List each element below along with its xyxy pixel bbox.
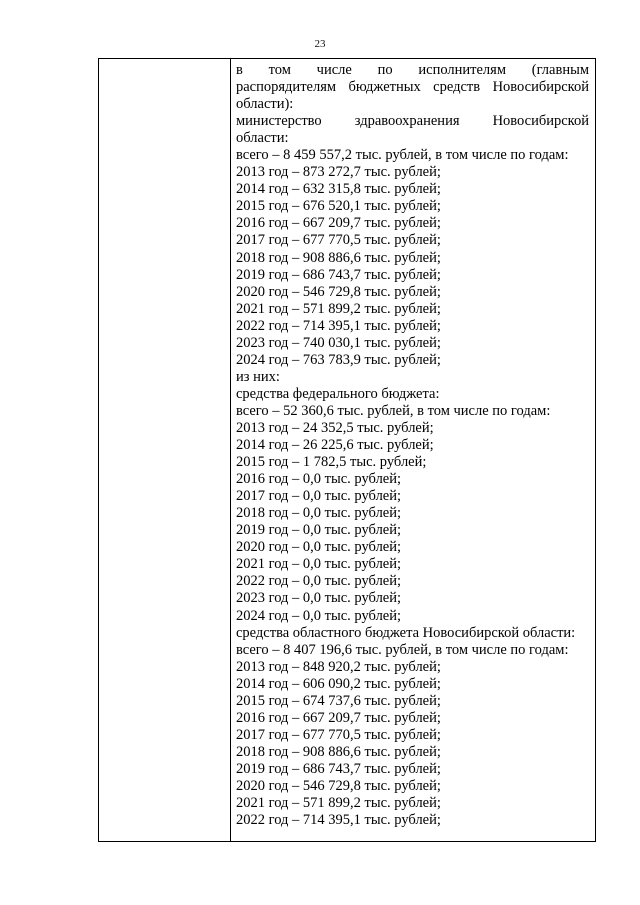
text-line: 2018 год – 908 886,6 тыс. рублей; [236, 743, 441, 760]
text-line: 2016 год – 0,0 тыс. рублей; [236, 471, 402, 488]
text-line: 2023 год – 740 030,1 тыс. рублей; [236, 334, 441, 351]
text-line: 2022 год – 0,0 тыс. рублей; [236, 573, 402, 590]
text-line: 2020 год – 546 729,8 тыс. рублей; [236, 283, 441, 300]
text-line: в том числе по исполнителям (главным [236, 62, 589, 78]
text-line: 2017 год – 677 770,5 тыс. рублей; [236, 726, 441, 743]
text-line: области): [236, 96, 294, 113]
text-line: 2015 год – 1 782,5 тыс. рублей; [236, 454, 427, 471]
text-line: области: [236, 130, 289, 147]
text-line: из них: [236, 368, 280, 385]
text-line: 2018 год – 0,0 тыс. рублей; [236, 505, 402, 522]
document-table [98, 58, 596, 842]
text-line: 2022 год – 714 395,1 тыс. рублей; [236, 317, 441, 334]
text-line: средства федерального бюджета: [236, 385, 440, 402]
text-line: 2020 год – 546 729,8 тыс. рублей; [236, 777, 441, 794]
text-line: 2014 год – 26 225,6 тыс. рублей; [236, 437, 434, 454]
text-line: 2024 год – 0,0 тыс. рублей; [236, 607, 402, 624]
text-line: 2015 год – 674 737,6 тыс. рублей; [236, 692, 441, 709]
text-line: средства областного бюджета Новосибирской области: [236, 624, 576, 641]
text-line: 2016 год – 667 209,7 тыс. рублей; [236, 709, 441, 726]
text-line: 2019 год – 686 743,7 тыс. рублей; [236, 266, 441, 283]
text-line: 2014 год – 606 090,2 тыс. рублей; [236, 675, 441, 692]
text-line: министерство здравоохранения Новосибирской [236, 113, 589, 130]
text-line: 2021 год – 0,0 тыс. рублей; [236, 556, 402, 573]
text-line: 2018 год – 908 886,6 тыс. рублей; [236, 249, 441, 266]
table-right-cell [231, 59, 595, 841]
text-line: 2022 год – 714 395,1 тыс. рублей; [236, 812, 441, 829]
text-line: 2017 год – 677 770,5 тыс. рублей; [236, 232, 441, 249]
text-line: 2019 год – 0,0 тыс. рублей; [236, 522, 402, 539]
table-left-cell [99, 59, 231, 841]
text-line: 2016 год – 667 209,7 тыс. рублей; [236, 215, 441, 232]
text-line: 2013 год – 873 272,7 тыс. рублей; [236, 164, 441, 181]
page-number: 23 [314, 38, 326, 50]
text-line: 2013 год – 24 352,5 тыс. рублей; [236, 419, 434, 436]
text-line: всего – 52 360,6 тыс. рублей, в том числе по годам: [236, 402, 551, 419]
text-line: 2019 год – 686 743,7 тыс. рублей; [236, 760, 441, 777]
text-line: распорядителям бюджетных средств Новосибирской [236, 79, 589, 96]
text-line: всего – 8 407 196,6 тыс. рублей, в том числе по годам: [236, 641, 569, 658]
text-line: 2024 год – 763 783,9 тыс. рублей; [236, 351, 441, 368]
text-line: 2020 год – 0,0 тыс. рублей; [236, 539, 402, 556]
text-line: 2021 год – 571 899,2 тыс. рублей; [236, 300, 441, 317]
text-line: 2013 год – 848 920,2 тыс. рублей; [236, 658, 441, 675]
text-line: 2023 год – 0,0 тыс. рублей; [236, 590, 402, 607]
text-line: 2015 год – 676 520,1 тыс. рублей; [236, 198, 441, 215]
text-line: всего – 8 459 557,2 тыс. рублей, в том числе по годам: [236, 147, 569, 164]
text-line: 2014 год – 632 315,8 тыс. рублей; [236, 181, 441, 198]
text-line: 2017 год – 0,0 тыс. рублей; [236, 488, 402, 505]
text-line: 2021 год – 571 899,2 тыс. рублей; [236, 795, 441, 812]
